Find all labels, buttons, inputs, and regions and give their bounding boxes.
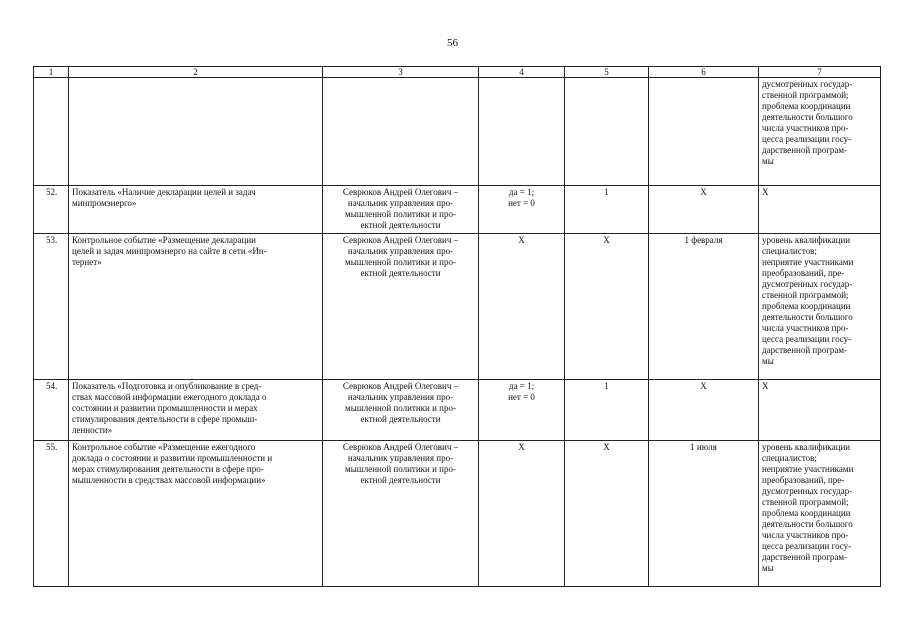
deadline-cell bbox=[649, 78, 759, 186]
responsible-person bbox=[323, 78, 479, 186]
deadline-cell: Х bbox=[649, 186, 759, 234]
risks-cell: Х bbox=[759, 380, 881, 441]
column-number: 6 bbox=[649, 67, 759, 78]
measure-name: Показатель «Подготовка и опубликование в сред- ствах массовой информации ежегодного доклада о состоянии и развитии промышленности и мерах стимулирования деятельности в сфере промыш- ленности» bbox=[69, 380, 323, 441]
unit-cell: Х bbox=[479, 441, 565, 587]
risks-cell: Х bbox=[759, 186, 881, 234]
target-value-cell: Х bbox=[565, 441, 649, 587]
unit-cell: да = 1; нет = 0 bbox=[479, 380, 565, 441]
responsible-person: Севрюков Андрей Олегович – начальник управления про- мышленной политики и про- ектной деятельности bbox=[323, 441, 479, 587]
column-number: 5 bbox=[565, 67, 649, 78]
unit-cell: да = 1; нет = 0 bbox=[479, 186, 565, 234]
risks-cell: дусмотренных государ- ственной программой; проблема координации деятельности большого числа участников про- цесса реализации госу- дарственной програм- мы bbox=[759, 78, 881, 186]
unit-cell: Х bbox=[479, 234, 565, 380]
deadline-cell: 1 июля bbox=[649, 441, 759, 587]
column-number: 4 bbox=[479, 67, 565, 78]
row-number: 54. bbox=[34, 380, 69, 441]
plan-table bbox=[33, 66, 881, 587]
responsible-person: Севрюков Андрей Олегович – начальник управления про- мышленной политики и про- ектной деятельности bbox=[323, 234, 479, 380]
table-row bbox=[34, 380, 881, 441]
row-number bbox=[34, 78, 69, 186]
unit-cell bbox=[479, 78, 565, 186]
row-number: 53. bbox=[34, 234, 69, 380]
column-number: 7 bbox=[759, 67, 881, 78]
column-number: 1 bbox=[34, 67, 69, 78]
measure-name bbox=[69, 78, 323, 186]
responsible-person: Севрюков Андрей Олегович – начальник управления про- мышленной политики и про- ектной деятельности bbox=[323, 186, 479, 234]
deadline-cell: Х bbox=[649, 380, 759, 441]
row-number: 55. bbox=[34, 441, 69, 587]
table-row bbox=[34, 234, 881, 380]
table-row bbox=[34, 186, 881, 234]
measure-name: Показатель «Наличие декларации целей и задач минпромэнерго» bbox=[69, 186, 323, 234]
deadline-cell: 1 февраля bbox=[649, 234, 759, 380]
responsible-person: Севрюков Андрей Олегович – начальник управления про- мышленной политики и про- ектной деятельности bbox=[323, 380, 479, 441]
target-value-cell: 1 bbox=[565, 186, 649, 234]
row-number: 52. bbox=[34, 186, 69, 234]
measure-name: Контрольное событие «Размещение ежегодного доклада о состоянии и развитии промышленности и мерах стимулирования деятельности в сфере про- мышленности в средствах массовой информации» bbox=[69, 441, 323, 587]
measure-name: Контрольное событие «Размещение декларации целей и задач минпромэнерго на сайте в сети «Ин- тернет» bbox=[69, 234, 323, 380]
table-row bbox=[34, 441, 881, 587]
column-number: 2 bbox=[69, 67, 323, 78]
target-value-cell: 1 bbox=[565, 380, 649, 441]
table-row bbox=[34, 78, 881, 186]
column-number-row bbox=[34, 67, 881, 78]
page-number: 56 bbox=[447, 37, 458, 49]
target-value-cell: Х bbox=[565, 234, 649, 380]
risks-cell: уровень квалификации специалистов; неприятие участниками преобразований, пре- дусмотренных государ- ственной программой; проблема координации деятельности большого числа участников про- цесса реализации госу- дарственной програм- мы bbox=[759, 441, 881, 587]
target-value-cell bbox=[565, 78, 649, 186]
risks-cell: уровень квалификации специалистов; неприятие участниками преобразований, пре- дусмотренных государ- ственной программой; проблема координации деятельности большого числа участников про- цесса реализации госу- дарственной програм- мы bbox=[759, 234, 881, 380]
column-number: 3 bbox=[323, 67, 479, 78]
